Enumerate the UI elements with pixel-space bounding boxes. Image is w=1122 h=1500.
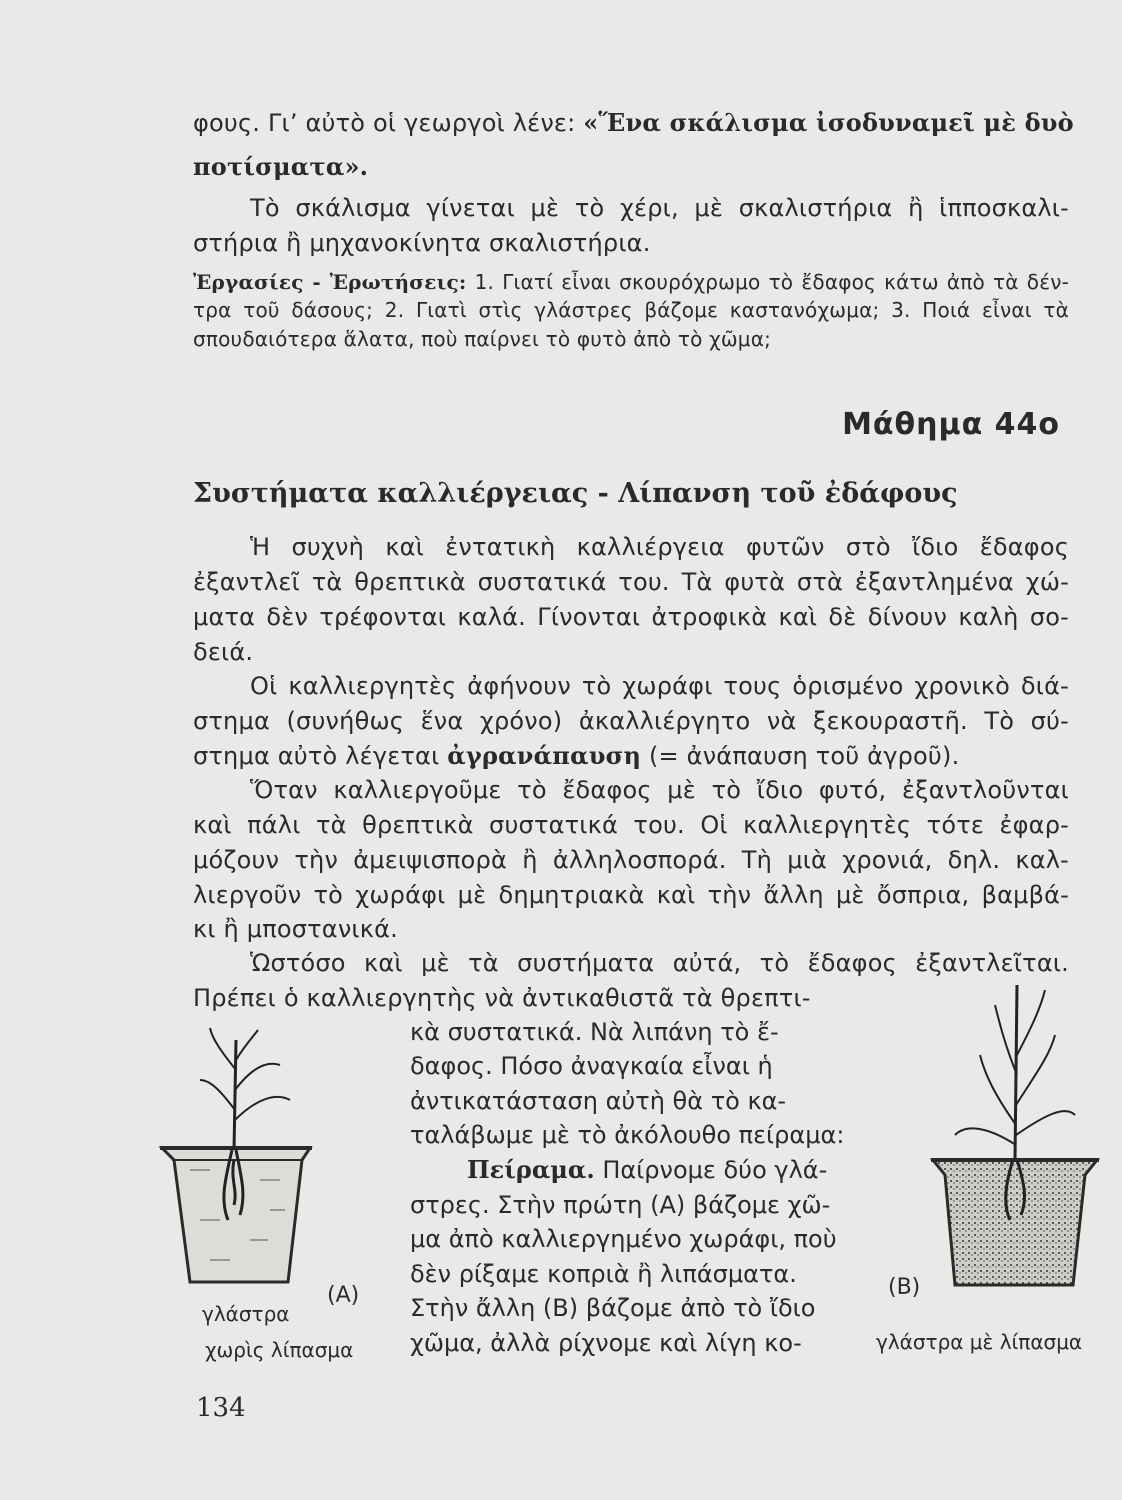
text-line: στημα (συνήθως ἕνα χρόνο) ἀκαλλιέργητο νὰ ξεκουραστῆ. Τὸ σύ-	[193, 707, 1069, 735]
experiment-label: Πείραμα.	[467, 1155, 595, 1184]
text-line: Οἱ καλλιεργητὲς ἀφήνουν τὸ χωράφι τους ὁρισμένο χρονικὸ διά-	[250, 672, 1069, 700]
text-line: Ὡστόσο καὶ μὲ τὰ συστήματα αὐτά, τὸ ἔδαφος ἐξαντλεῖται.	[250, 949, 1069, 977]
text-line: Πρέπει ὁ καλλιεργητὴς νὰ ἀντικαθιστᾶ τὰ θρεπτι-	[193, 984, 811, 1012]
text-line: λιεργοῦν τὸ χωράφι μὲ δημητριακὰ καὶ τὴν ἄλλη μὲ ὄσπρια, βαμβά-	[193, 881, 1069, 909]
text-line: Ὅταν καλλιεργοῦμε τὸ ἔδαφος μὲ τὸ ἴδιο φυτό, ἐξαντλοῦνται	[250, 776, 1069, 804]
text-line: Ἡ συχνὴ καὶ ἐντατικὴ καλλιέργεια φυτῶν στὸ ἴδιο ἔδαφος	[250, 533, 1069, 561]
text-line	[193, 108, 1074, 138]
figure-label-a: (Α)	[327, 1283, 360, 1308]
exercises-label: Ἐργασίες - Ἐρωτήσεις:	[193, 270, 467, 294]
column-line: δὲν ρίξαμε κοπριὰ ἢ λιπάσματα.	[410, 1260, 797, 1288]
text-line: ἐξαντλεῖ τὰ θρεπτικὰ συστατικά του. Τὰ φυτὰ στὰ ἐξαντλημένα χώ-	[193, 568, 1069, 596]
column-line: ἀντικατάσταση αὐτὴ θὰ τὸ κα-	[410, 1087, 787, 1115]
lesson-number: Μάθημα 44ο	[842, 407, 1060, 442]
column-line	[467, 1155, 848, 1185]
text-line	[193, 741, 1069, 771]
column-line: Στὴν ἄλλη (Β) βάζομε ἀπὸ τὸ ἴδιο	[410, 1294, 816, 1322]
figure-label-b: (Β)	[888, 1275, 921, 1300]
column-line: χῶμα, ἀλλὰ ρίχνομε καὶ λίγη κο-	[410, 1329, 802, 1357]
exercises-line	[193, 269, 1069, 295]
exercises-line: τρα τοῦ δάσους; 2. Γιατὶ στὶς γλάστρες βάζομε καστανόχωμα; 3. Ποιά εἶναι τὰ	[193, 298, 1069, 322]
text-span: Παίρνομε δύο γλά-	[594, 1156, 828, 1184]
text-span: 1. Γιατί εἶναι σκουρόχρωμο τὸ ἔδαφος κάτω ἀπὸ τὰ δέν-	[466, 270, 1070, 294]
text-span: στημα αὐτὸ λέγεται	[193, 742, 448, 770]
proverb-bold: «Ἕνα σκάλισμα ἰσοδυναμεῖ μὲ δυὸ	[583, 108, 1074, 137]
text-line: στήρια ἢ μηχανοκίνητα σκαλιστήρια.	[193, 229, 651, 257]
column-line: δαφος. Πόσο ἀναγκαία εἶναι ἡ	[410, 1052, 773, 1080]
column-line: κὰ συστατικά. Νὰ λιπάνη τὸ ἔ-	[410, 1018, 779, 1046]
figure-caption-a: χωρὶς λίπασμα	[205, 1338, 354, 1362]
exercises-line: σπουδαιότερα ἅλατα, ποὺ παίρνει τὸ φυτὸ ἀπὸ τὸ χῶμα;	[193, 327, 772, 351]
text-line: κι ἢ μποστανικά.	[193, 915, 398, 943]
proverb-end: ποτίσματα».	[193, 152, 369, 181]
column-line: ταλάβωμε μὲ τὸ ἀκόλουθο πείραμα:	[410, 1121, 845, 1149]
text-line: Τὸ σκάλισμα γίνεται μὲ τὸ χέρι, μὲ σκαλιστήρια ἢ ἱπποσκαλι-	[250, 194, 1069, 222]
text-line: δειά.	[193, 638, 254, 666]
figure-caption-b: γλάστρα μὲ λίπασμα	[876, 1330, 1083, 1354]
column-line: στρες. Στὴν πρώτη (Α) βάζομε χῶ-	[410, 1191, 831, 1219]
pot-plant-illustration-a	[150, 1020, 320, 1290]
section-title: Συστήματα καλλιέργειας - Λίπανση τοῦ ἐδάφους	[193, 478, 958, 509]
page-number: 134	[196, 1393, 246, 1423]
text-line: ματα δὲν τρέφονται καλά. Γίνονται ἀτροφικὰ καὶ δὲ δίνουν καλὴ σο-	[193, 603, 1069, 631]
text-line: καὶ πάλι τὰ θρεπτικὰ συστατικά του. Οἱ καλλιεργητὲς τότε ἐφαρ-	[193, 811, 1069, 839]
term-bold: ἀγρανάπαυση	[447, 741, 642, 770]
text-line: μόζουν τὴν ἀμειψισπορὰ ἢ ἀλληλοσπορά. Τὴ μιὰ χρονιά, δηλ. καλ-	[193, 846, 1069, 874]
text-span: (= ἀνάπαυση τοῦ ἀγροῦ).	[641, 742, 960, 770]
figure-caption-a: γλάστρα	[202, 1302, 290, 1326]
column-line: μα ἀπὸ καλλιεργημένο χωράφι, ποὺ	[410, 1225, 837, 1253]
text-span: φους. Γι’ αὐτὸ οἱ γεωργοὶ λένε:	[193, 109, 584, 137]
pot-plant-illustration-b	[925, 975, 1105, 1295]
